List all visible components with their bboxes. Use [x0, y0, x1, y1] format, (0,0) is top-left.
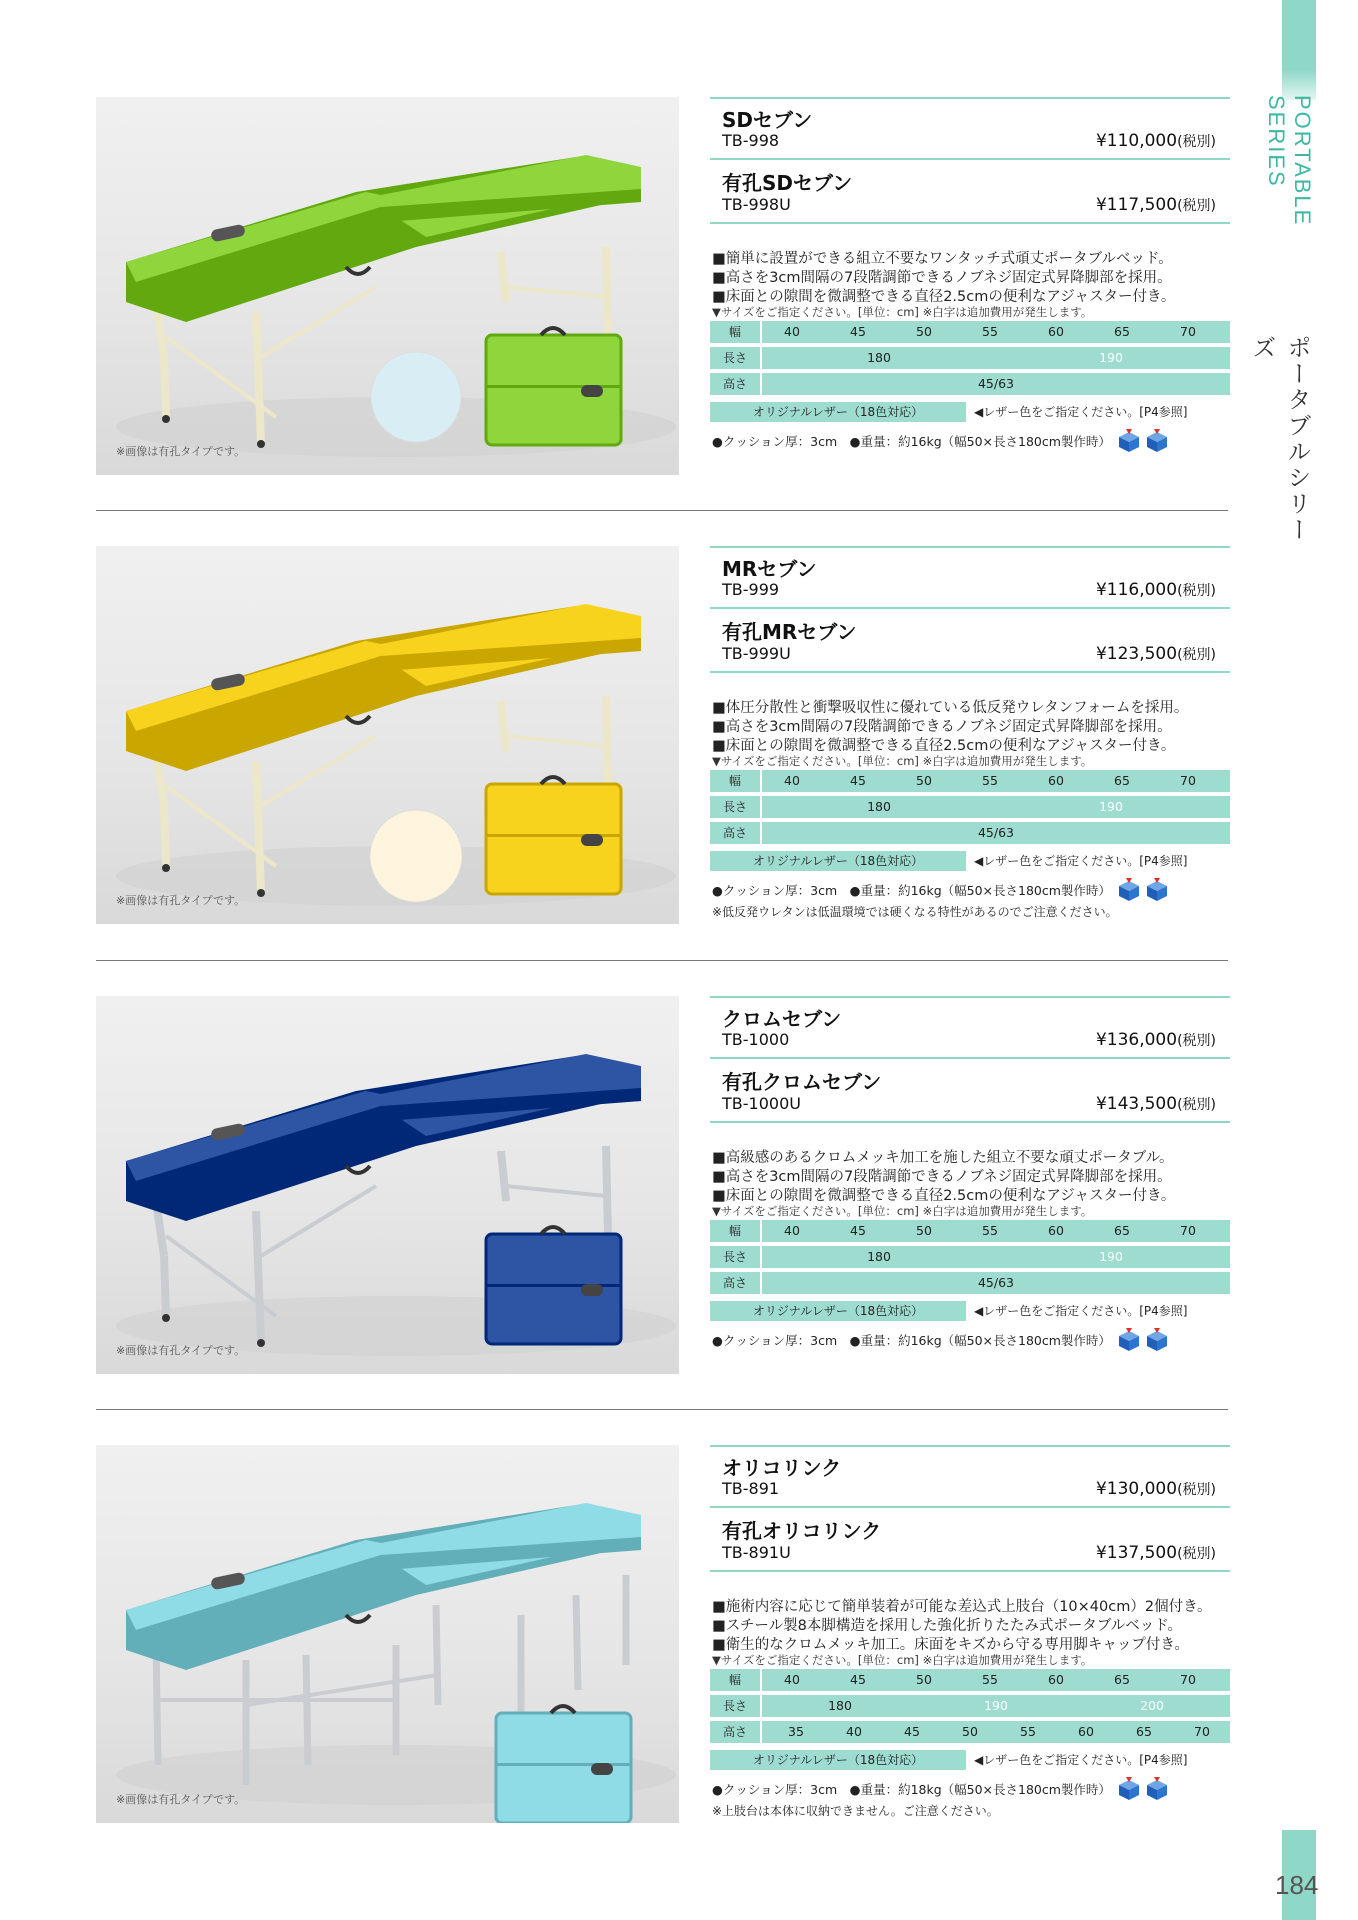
section-divider	[96, 1409, 1228, 1410]
length-value: 180	[867, 350, 891, 365]
height-bar	[762, 1721, 1230, 1743]
length-bar	[762, 1246, 1230, 1268]
length-bar	[762, 1695, 1230, 1717]
width-value: 40	[784, 1223, 800, 1238]
width-row	[710, 321, 1230, 343]
model-number: TB-999	[722, 580, 780, 599]
width-value: 45	[850, 1223, 866, 1238]
size-note: ▼サイズをご指定ください。[単位：cm] ※白字は追加費用が発生します。	[712, 754, 1093, 768]
leather-note: ◀レザー色をご指定ください。[P4参照]	[974, 854, 1188, 868]
height-value: 70	[1194, 1724, 1210, 1739]
title-rule	[710, 1445, 1230, 1447]
section-divider	[96, 960, 1228, 961]
length-row	[710, 1246, 1230, 1268]
product-name-perforated: 有孔SDセブン	[722, 171, 853, 195]
feature-text: ■床面との隙間を微調整できる直径2.5cmの便利なアジャスター付き。	[712, 1188, 1176, 1204]
width-bar	[762, 1669, 1230, 1691]
feature-text: ■高さを3cm間隔の7段階調節できるノブネジ固定式昇降脚部を採用。	[712, 719, 1172, 735]
height-value: 40	[846, 1724, 862, 1739]
leather-label: オリジナルレザー（18色対応）	[710, 1301, 966, 1321]
width-value: 70	[1180, 1672, 1196, 1687]
feature-text: ■高級感のあるクロムメッキ加工を施した組立不要な頑丈ポータブル。	[712, 1150, 1174, 1166]
model-number: TB-1000	[722, 1030, 790, 1049]
length-value: 180	[828, 1698, 852, 1713]
product-section	[96, 1445, 1230, 1825]
height-row	[710, 1721, 1230, 1743]
size-note: ▼サイズをご指定ください。[単位：cm] ※白字は追加費用が発生します。	[712, 1653, 1093, 1667]
feature-text: ■高さを3cm間隔の7段階調節できるノブネジ固定式昇降脚部を採用。	[712, 1169, 1172, 1185]
length-value: 190	[984, 1698, 1008, 1713]
length-label: 長さ	[710, 347, 760, 369]
title-rule	[710, 158, 1230, 160]
series-title-jp: ポータブルシリーズ	[1248, 335, 1311, 543]
width-label: 幅	[710, 321, 760, 343]
height-value: 45	[904, 1724, 920, 1739]
width-label: 幅	[710, 1220, 760, 1242]
height-value: 60	[1078, 1724, 1094, 1739]
price	[1096, 131, 1216, 151]
feature-text: ■床面との隙間を微調整できる直径2.5cmの便利なアジャスター付き。	[712, 738, 1176, 754]
title-rule	[710, 607, 1230, 609]
title-rule	[710, 1121, 1230, 1123]
height-label: 高さ	[710, 822, 760, 844]
height-label: 高さ	[710, 1272, 760, 1294]
product-info	[710, 1445, 1230, 1825]
title-rule	[710, 222, 1230, 224]
leather-label: オリジナルレザー（18色対応）	[710, 402, 966, 422]
leather-label: オリジナルレザー（18色対応）	[710, 851, 966, 871]
spec-line	[712, 878, 1169, 905]
height-value: 45/63	[977, 825, 1015, 840]
price-value: ¥130,000	[1095, 1479, 1178, 1499]
price-perforated	[1096, 1094, 1216, 1114]
width-bar	[762, 321, 1230, 343]
length-value: 180	[867, 799, 891, 814]
width-value: 55	[982, 1223, 998, 1238]
title-rule	[710, 1057, 1230, 1059]
width-value: 40	[784, 773, 800, 788]
band-top	[1282, 0, 1316, 70]
length-value: 180	[867, 1249, 891, 1264]
price-value: ¥116,000	[1095, 580, 1178, 600]
leather-note: ◀レザー色をご指定ください。[P4参照]	[974, 1304, 1188, 1318]
length-value: 190	[1099, 1249, 1123, 1264]
height-value: 65	[1136, 1724, 1152, 1739]
tax-note: (税別)	[1177, 1033, 1216, 1049]
width-row	[710, 770, 1230, 792]
cube-icon	[1117, 878, 1169, 905]
length-row	[710, 796, 1230, 818]
product-info	[710, 546, 1230, 926]
caution-note: ※上肢台は本体に収納できません。ご注意ください。	[712, 1804, 999, 1818]
price-perforated	[1096, 1543, 1216, 1563]
length-bar	[762, 347, 1230, 369]
photo-note: ※画像は有孔タイプです。	[116, 445, 246, 458]
product-photo	[96, 97, 679, 475]
width-value: 65	[1114, 324, 1130, 339]
title-rule	[710, 1506, 1230, 1508]
spec-line	[712, 429, 1169, 456]
height-value: 35	[788, 1724, 804, 1739]
photo-note: ※画像は有孔タイプです。	[116, 1344, 246, 1357]
length-value: 190	[1099, 799, 1123, 814]
length-bar	[762, 796, 1230, 818]
leather-note: ◀レザー色をご指定ください。[P4参照]	[974, 405, 1188, 419]
feature-text: ■スチール製8本脚構造を採用した強化折りたたみ式ポータブルベッド。	[712, 1618, 1182, 1634]
price-perforated	[1096, 195, 1216, 215]
spec-text: ●クッション厚：3cm ●重量：約18kg（幅50×長さ180cm製作時）	[712, 1782, 1111, 1797]
height-value: 50	[962, 1724, 978, 1739]
product-info	[710, 97, 1230, 477]
width-value: 65	[1114, 773, 1130, 788]
product-name: クロムセブン	[722, 1007, 842, 1031]
width-value: 50	[916, 773, 932, 788]
product-section	[96, 97, 1230, 477]
width-value: 70	[1180, 324, 1196, 339]
width-value: 40	[784, 1672, 800, 1687]
width-value: 50	[916, 1223, 932, 1238]
length-value: 190	[1099, 350, 1123, 365]
product-photo	[96, 1445, 679, 1823]
model-number: TB-891	[722, 1479, 780, 1498]
leather-label: オリジナルレザー（18色対応）	[710, 1750, 966, 1770]
tax-note: (税別)	[1177, 647, 1216, 663]
tax-note: (税別)	[1177, 583, 1216, 599]
length-row	[710, 347, 1230, 369]
width-value: 55	[982, 1672, 998, 1687]
width-value: 60	[1048, 1223, 1064, 1238]
price-value: ¥136,000	[1095, 1030, 1178, 1050]
tax-note: (税別)	[1177, 134, 1216, 150]
spec-text: ●クッション厚：3cm ●重量：約16kg（幅50×長さ180cm製作時）	[712, 434, 1111, 449]
product-name: SDセブン	[722, 108, 813, 132]
photo-note: ※画像は有孔タイプです。	[116, 1793, 246, 1806]
length-label: 長さ	[710, 796, 760, 818]
page-number: 184	[1275, 1870, 1319, 1900]
price-value: ¥137,500	[1095, 1543, 1178, 1563]
width-value: 55	[982, 324, 998, 339]
leather-note: ◀レザー色をご指定ください。[P4参照]	[974, 1753, 1188, 1767]
width-value: 50	[916, 324, 932, 339]
spec-text: ●クッション厚：3cm ●重量：約16kg（幅50×長さ180cm製作時）	[712, 1333, 1111, 1348]
spec-line	[712, 1328, 1169, 1355]
height-value: 45/63	[977, 1275, 1015, 1290]
width-row	[710, 1220, 1230, 1242]
price-value: ¥117,500	[1095, 195, 1178, 215]
height-row	[710, 373, 1230, 395]
product-section	[96, 996, 1230, 1376]
feature-text: ■簡単に設置ができる組立不要なワンタッチ式頑丈ポータブルベッド。	[712, 251, 1173, 267]
width-value: 70	[1180, 1223, 1196, 1238]
title-rule	[710, 1570, 1230, 1572]
width-value: 40	[784, 324, 800, 339]
feature-text: ■衛生的なクロムメッキ加工。床面をキズから守る専用脚キャップ付き。	[712, 1637, 1189, 1653]
height-label: 高さ	[710, 1721, 760, 1743]
title-rule	[710, 996, 1230, 998]
width-value: 70	[1180, 773, 1196, 788]
product-info	[710, 996, 1230, 1376]
width-bar	[762, 770, 1230, 792]
model-number: TB-998	[722, 131, 780, 150]
width-label: 幅	[710, 770, 760, 792]
width-value: 60	[1048, 773, 1064, 788]
product-name: MRセブン	[722, 557, 817, 581]
feature-text: ■体圧分散性と衝撃吸収性に優れている低反発ウレタンフォームを採用。	[712, 700, 1189, 716]
width-value: 45	[850, 1672, 866, 1687]
width-value: 45	[850, 773, 866, 788]
feature-text: ■高さを3cm間隔の7段階調節できるノブネジ固定式昇降脚部を採用。	[712, 270, 1172, 286]
product-section	[96, 546, 1230, 926]
product-photo	[96, 996, 679, 1374]
length-label: 長さ	[710, 1246, 760, 1268]
price-value: ¥143,500	[1095, 1094, 1178, 1114]
width-value: 60	[1048, 324, 1064, 339]
spec-line	[712, 1777, 1169, 1804]
feature-text: ■床面との隙間を微調整できる直径2.5cmの便利なアジャスター付き。	[712, 289, 1176, 305]
cube-icon	[1117, 1328, 1169, 1355]
width-value: 60	[1048, 1672, 1064, 1687]
tax-note: (税別)	[1177, 1097, 1216, 1113]
photo-note: ※画像は有孔タイプです。	[116, 894, 246, 907]
price	[1096, 580, 1216, 600]
height-row	[710, 822, 1230, 844]
height-label: 高さ	[710, 373, 760, 395]
length-value: 200	[1140, 1698, 1164, 1713]
height-bar	[762, 1272, 1230, 1294]
title-rule	[710, 671, 1230, 673]
tax-note: (税別)	[1177, 1546, 1216, 1562]
height-value: 45/63	[977, 376, 1015, 391]
product-name-perforated: 有孔クロムセブン	[722, 1070, 882, 1094]
product-photo	[96, 546, 679, 924]
feature-text: ■施術内容に応じて簡単装着が可能な差込式上肢台（10×40cm）2個付き。	[712, 1599, 1212, 1615]
size-note: ▼サイズをご指定ください。[単位：cm] ※白字は追加費用が発生します。	[712, 305, 1093, 319]
cube-icon	[1117, 1777, 1169, 1804]
width-value: 50	[916, 1672, 932, 1687]
width-value: 65	[1114, 1672, 1130, 1687]
title-rule	[710, 546, 1230, 548]
length-label: 長さ	[710, 1695, 760, 1717]
series-title-en: PORTABLE SERIES	[1264, 95, 1315, 227]
height-row	[710, 1272, 1230, 1294]
height-bar	[762, 822, 1230, 844]
model-number-perforated: TB-999U	[722, 644, 791, 663]
width-value: 65	[1114, 1223, 1130, 1238]
product-name-perforated: 有孔オリコリンク	[722, 1519, 882, 1543]
tax-note: (税別)	[1177, 198, 1216, 214]
section-divider	[96, 510, 1228, 511]
size-note: ▼サイズをご指定ください。[単位：cm] ※白字は追加費用が発生します。	[712, 1204, 1093, 1218]
product-name: オリコリンク	[722, 1456, 842, 1480]
model-number-perforated: TB-998U	[722, 195, 791, 214]
title-rule	[710, 97, 1230, 99]
price-perforated	[1096, 644, 1216, 664]
caution-note: ※低反発ウレタンは低温環境では硬くなる特性があるのでご注意ください。	[712, 905, 1118, 919]
width-label: 幅	[710, 1669, 760, 1691]
model-number-perforated: TB-891U	[722, 1543, 791, 1562]
width-bar	[762, 1220, 1230, 1242]
length-row	[710, 1695, 1230, 1717]
price-value: ¥123,500	[1095, 644, 1178, 664]
price-value: ¥110,000	[1095, 131, 1178, 151]
spec-text: ●クッション厚：3cm ●重量：約16kg（幅50×長さ180cm製作時）	[712, 883, 1111, 898]
tax-note: (税別)	[1177, 1482, 1216, 1498]
height-value: 55	[1020, 1724, 1036, 1739]
product-name-perforated: 有孔MRセブン	[722, 620, 857, 644]
width-value: 45	[850, 324, 866, 339]
width-value: 55	[982, 773, 998, 788]
cube-icon	[1117, 429, 1169, 456]
price	[1096, 1479, 1216, 1499]
height-bar	[762, 373, 1230, 395]
price	[1096, 1030, 1216, 1050]
width-row	[710, 1669, 1230, 1691]
model-number-perforated: TB-1000U	[722, 1094, 801, 1113]
